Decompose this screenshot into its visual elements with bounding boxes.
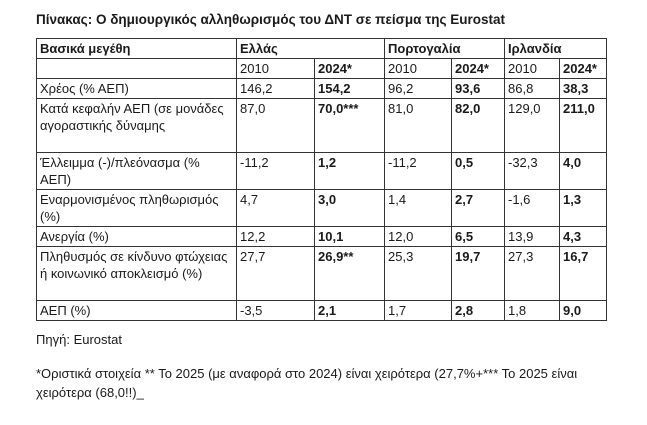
indicators-table	[36, 38, 607, 321]
row-label: Πληθυσμός σε κίνδυνο φτώχειας ή κοινωνικό αποκλεισμό (%)	[37, 247, 237, 301]
source-note: Πηγή: Eurostat	[36, 332, 122, 347]
value-cell: 1,2	[315, 153, 385, 190]
value-cell: 27,3	[505, 247, 560, 301]
value-cell: 0,5	[452, 153, 505, 190]
value-cell: 2,8	[452, 301, 505, 321]
table-row	[37, 153, 607, 190]
country-portugal: Πορτογαλία	[385, 39, 505, 59]
value-cell: 4,7	[237, 190, 315, 227]
value-cell: 27,7	[237, 247, 315, 301]
header-label: Βασικά μεγέθη	[37, 39, 237, 59]
value-cell: 86,8	[505, 79, 560, 99]
value-cell: 87,0	[237, 99, 315, 153]
row-label: Εναρμονισμένος πληθωρισμός (%)	[37, 190, 237, 227]
value-cell: 25,3	[385, 247, 452, 301]
value-cell: 93,6	[452, 79, 505, 99]
value-cell: 9,0	[560, 301, 607, 321]
value-cell: 1,7	[385, 301, 452, 321]
year-cell: 2010	[505, 59, 560, 79]
value-cell: 96,2	[385, 79, 452, 99]
value-cell: 12,0	[385, 227, 452, 247]
value-cell: -3,5	[237, 301, 315, 321]
value-cell: 2,7	[452, 190, 505, 227]
value-cell: 4,0	[560, 153, 607, 190]
value-cell: 10,1	[315, 227, 385, 247]
year-header-blank	[37, 59, 237, 79]
value-cell: 1,8	[505, 301, 560, 321]
table-row	[37, 190, 607, 227]
value-cell: -1,6	[505, 190, 560, 227]
value-cell: 1,4	[385, 190, 452, 227]
value-cell: 154,2	[315, 79, 385, 99]
value-cell: -11,2	[237, 153, 315, 190]
value-cell: 38,3	[560, 79, 607, 99]
row-label: ΑΕΠ (%)	[37, 301, 237, 321]
value-cell: -32,3	[505, 153, 560, 190]
value-cell: 129,0	[505, 99, 560, 153]
year-cell: 2024*	[560, 59, 607, 79]
value-cell: -11,2	[385, 153, 452, 190]
table-row	[37, 247, 607, 301]
year-cell: 2010	[237, 59, 315, 79]
value-cell: 1,3	[560, 190, 607, 227]
row-label: Έλλειμμα (-)/πλεόνασμα (% ΑΕΠ)	[37, 153, 237, 190]
value-cell: 4,3	[560, 227, 607, 247]
value-cell: 12,2	[237, 227, 315, 247]
value-cell: 146,2	[237, 79, 315, 99]
value-cell: 82,0	[452, 99, 505, 153]
value-cell: 3,0	[315, 190, 385, 227]
table-row	[37, 79, 607, 99]
value-cell: 26,9**	[315, 247, 385, 301]
value-cell: 16,7	[560, 247, 607, 301]
row-label: Ανεργία (%)	[37, 227, 237, 247]
country-header-row	[37, 39, 607, 59]
footnote: *Οριστικά στοιχεία ** Το 2025 (με αναφορά στο 2024) είναι χειρότερα (27,7%+*** Το 2025 είναι χειρότερα (68,0!!)_	[36, 366, 578, 400]
country-greece: Ελλάς	[237, 39, 385, 59]
row-label: Χρέος (% ΑΕΠ)	[37, 79, 237, 99]
year-cell: 2010	[385, 59, 452, 79]
value-cell: 13,9	[505, 227, 560, 247]
table-title: Πίνακας: Ο δημιουργικός αλληθωρισμός του ΔΝΤ σε πείσμα της Eurostat	[36, 12, 506, 27]
year-cell: 2024*	[452, 59, 505, 79]
value-cell: 81,0	[385, 99, 452, 153]
table-row	[37, 99, 607, 153]
row-label: Κατά κεφαλήν ΑΕΠ (σε μονάδες αγοραστικής δύναμης	[37, 99, 237, 153]
value-cell: 211,0	[560, 99, 607, 153]
value-cell: 2,1	[315, 301, 385, 321]
value-cell: 6,5	[452, 227, 505, 247]
country-ireland: Ιρλανδία	[505, 39, 607, 59]
value-cell: 70,0***	[315, 99, 385, 153]
table-row	[37, 227, 607, 247]
year-cell: 2024*	[315, 59, 385, 79]
table-row	[37, 301, 607, 321]
year-header-row	[37, 59, 607, 79]
value-cell: 19,7	[452, 247, 505, 301]
